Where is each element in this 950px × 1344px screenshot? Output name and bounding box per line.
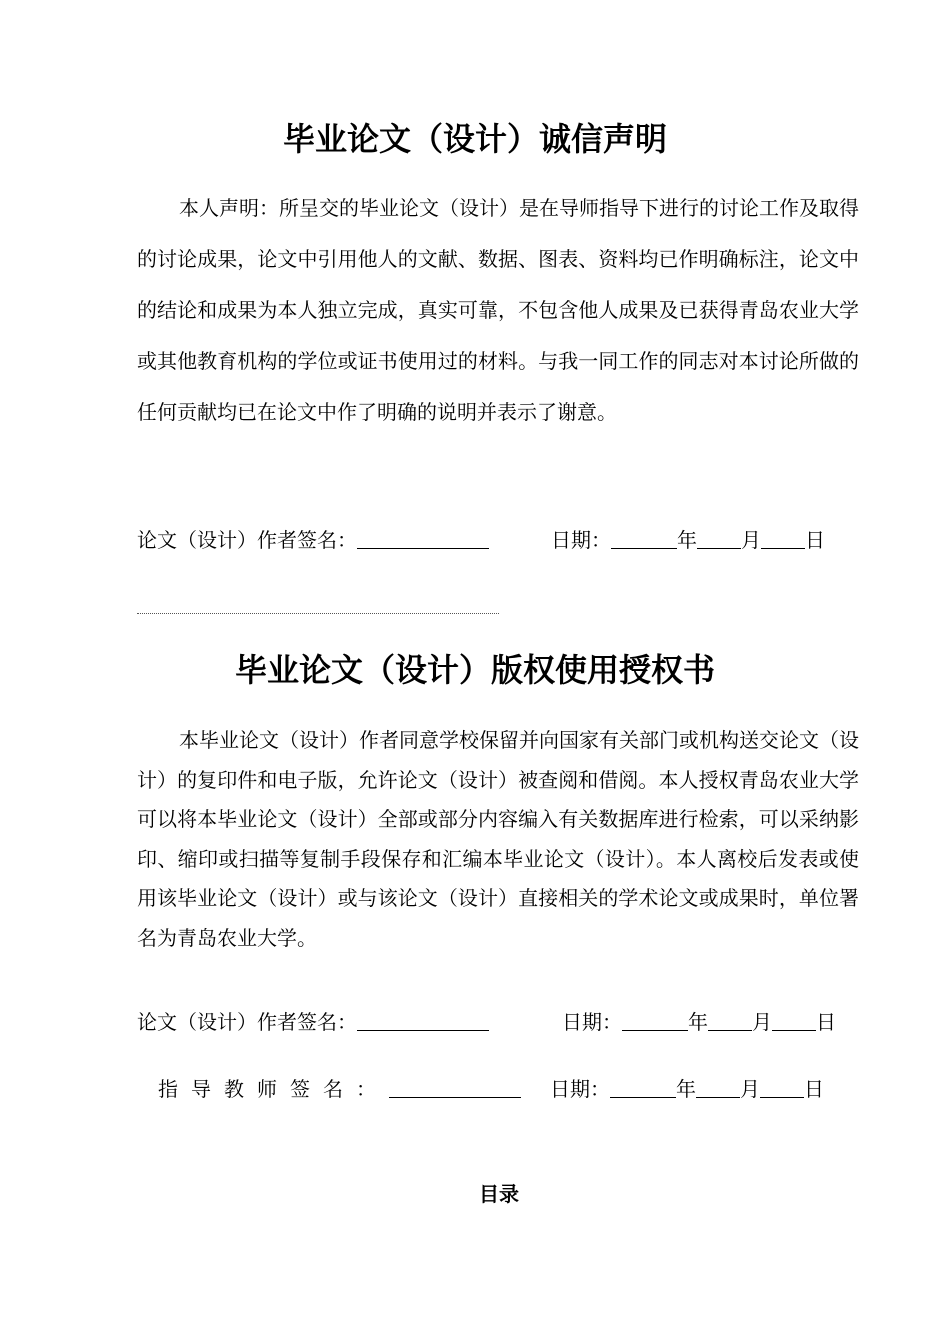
copyright-teacher-signature-row — [158, 1074, 521, 1104]
day-label: 日 — [804, 1077, 824, 1101]
month-label: 月 — [752, 1010, 772, 1034]
table-of-contents-title: 目录 — [479, 1182, 519, 1206]
year-label: 年 — [677, 528, 697, 552]
year-blank[interactable] — [611, 526, 677, 549]
year-blank[interactable] — [610, 1075, 676, 1098]
copyright-author-signature-row — [137, 1007, 489, 1037]
month-label: 月 — [740, 1077, 760, 1101]
month-blank[interactable] — [697, 526, 741, 549]
date-label: 日期： — [551, 528, 611, 552]
author-signature-blank[interactable] — [357, 1008, 489, 1031]
day-blank[interactable] — [760, 1075, 804, 1098]
teacher-signature-label: 指导教师签名： — [158, 1077, 389, 1101]
teacher-signature-blank[interactable] — [389, 1075, 521, 1098]
section-divider — [137, 613, 499, 614]
day-label: 日 — [816, 1010, 836, 1034]
year-label: 年 — [688, 1010, 708, 1034]
copyright-authorization-body: 本毕业论文（设计）作者同意学校保留并向国家有关部门或机构送交论文（设计）的复印件和电子版，允许论文（设计）被查阅和借阅。本人授权青岛农业大学可以将本毕业论文（设计）全部或部分内容编入有关数据库进行检索，可以采纳影印、缩印或扫描等复制手段保存和汇编本毕业论文（设计）。本人离校后发表或使用该毕业论文（设计）或与该论文（设计）直接相关的学术论文或成果时，单位署名为青岛农业大学。 — [137, 728, 859, 950]
day-label: 日 — [805, 528, 825, 552]
copyright-teacher-date-row — [550, 1074, 824, 1104]
year-label: 年 — [676, 1077, 696, 1101]
author-signature-label: 论文（设计）作者签名： — [137, 1010, 357, 1034]
author-signature-blank[interactable] — [357, 526, 489, 549]
date-label: 日期： — [550, 1077, 610, 1101]
honesty-declaration-body: 本人声明：所呈交的毕业论文（设计）是在导师指导下进行的讨论工作及取得的讨论成果，论文中引用他人的文献、数据、图表、资料均已作明确标注，论文中的结论和成果为本人独立完成，真实可靠，不包含他人成果及已获得青岛农业大学或其他教育机构的学位或证书使用过的材料。与我一同工作的同志对本讨论所做的任何贡献均已在论文中作了明确的说明并表示了谢意。 — [137, 196, 859, 424]
copyright-author-date-row — [562, 1007, 836, 1037]
date-label: 日期： — [562, 1010, 622, 1034]
year-blank[interactable] — [622, 1008, 688, 1031]
day-blank[interactable] — [772, 1008, 816, 1031]
honesty-author-signature-row — [137, 525, 489, 555]
month-label: 月 — [741, 528, 761, 552]
month-blank[interactable] — [696, 1075, 740, 1098]
day-blank[interactable] — [761, 526, 805, 549]
honesty-declaration-title: 毕业论文（设计）诚信声明 — [282, 120, 667, 158]
month-blank[interactable] — [708, 1008, 752, 1031]
honesty-date-row — [551, 525, 825, 555]
copyright-authorization-title: 毕业论文（设计）版权使用授权书 — [234, 651, 715, 689]
author-signature-label: 论文（设计）作者签名： — [137, 528, 357, 552]
